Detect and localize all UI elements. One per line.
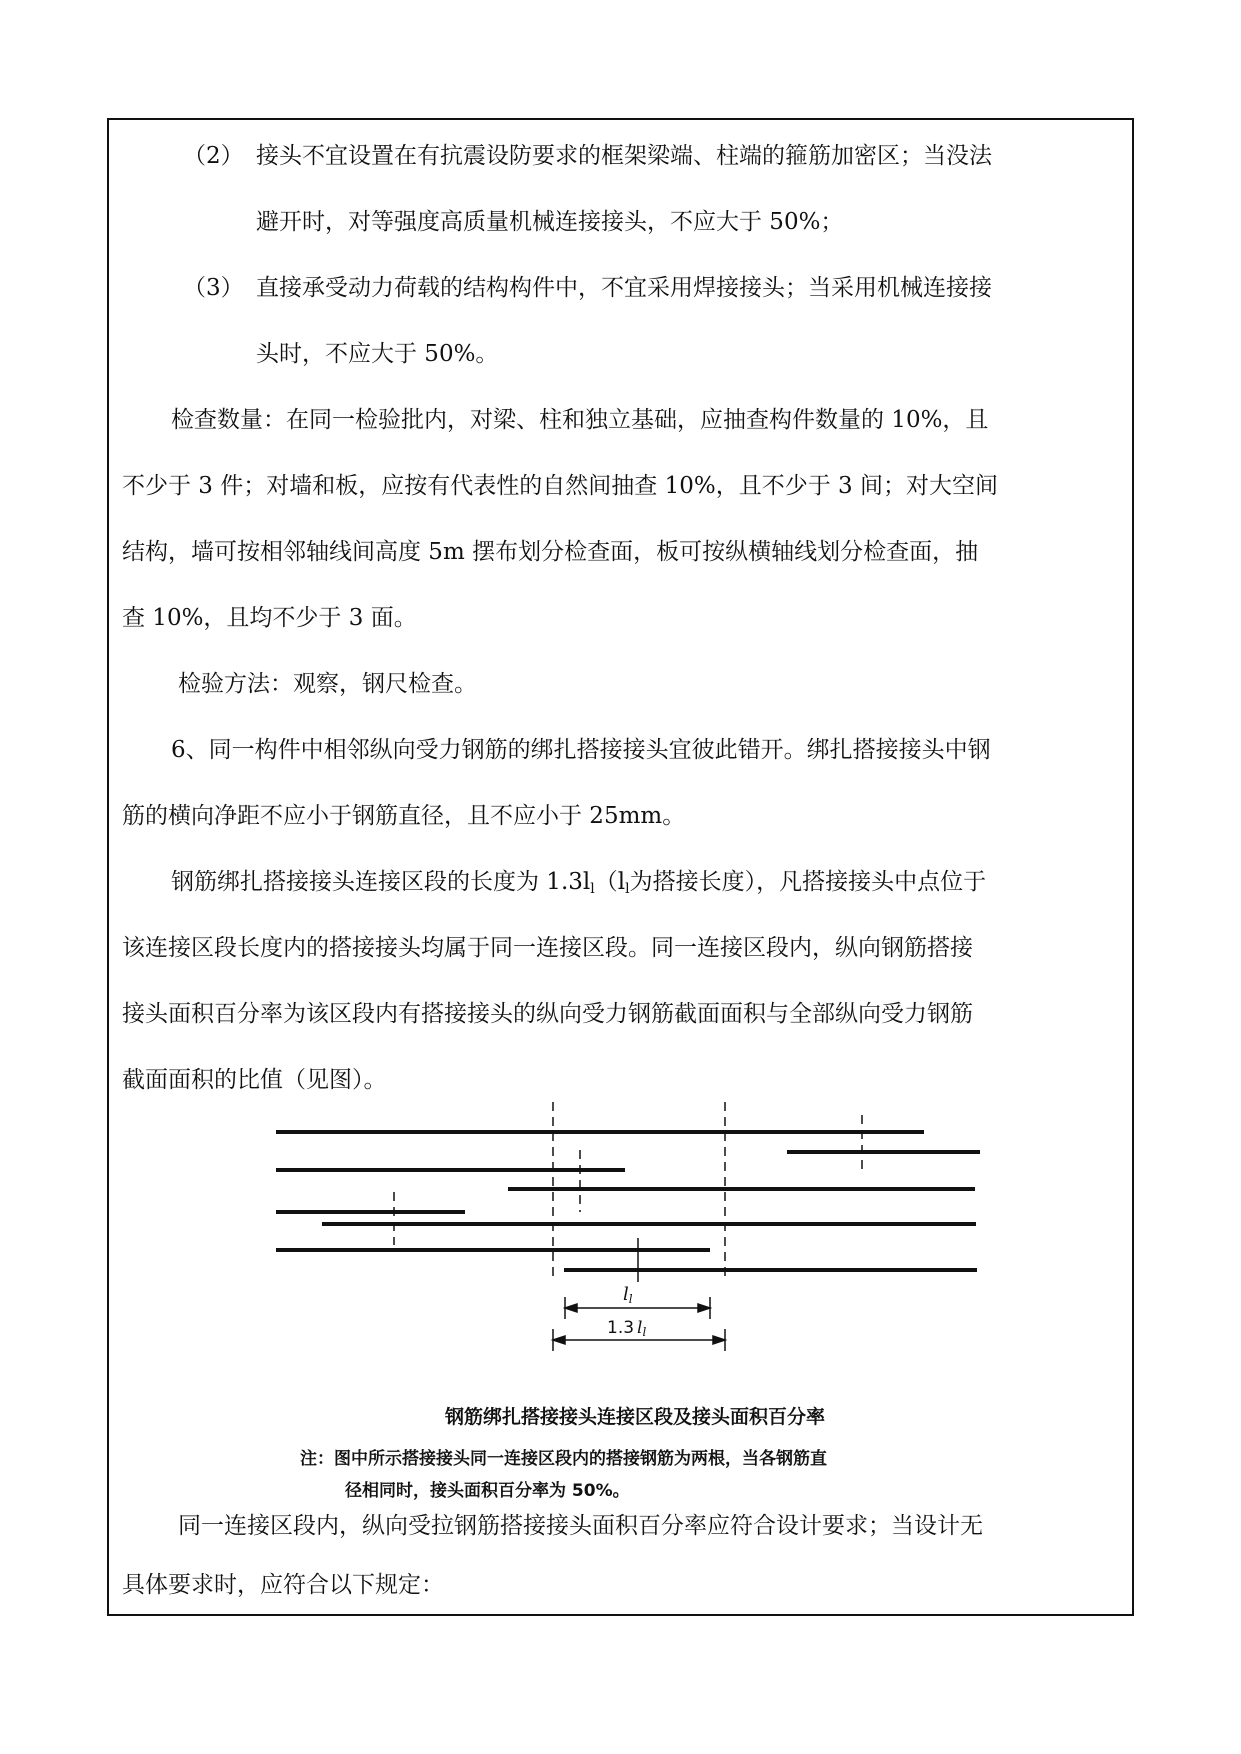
- rebar-lines: [276, 1132, 980, 1270]
- definition-subscript-1: l: [590, 881, 595, 897]
- item-3-line-2: 头时，不应大于 50%。: [256, 341, 499, 367]
- definition-subscript-2: l: [625, 881, 630, 897]
- figure-caption: 钢筋绑扎搭接接头连接区段及接头面积百分率: [445, 1406, 826, 1428]
- definition-line-4: 截面面积的比值（见图）。: [122, 1067, 387, 1093]
- inspection-qty-line-1: 检查数量：在同一检验批内，对梁、柱和独立基础，应抽查构件数量的 10%，且: [171, 407, 989, 433]
- item-3-line-1: 直接承受动力荷载的结构构件中，不宜采用焊接接头；当采用机械连接接: [256, 275, 992, 301]
- inspection-qty-line-4: 查 10%，且均不少于 3 面。: [122, 605, 417, 631]
- figure-note-line-1: 注：图中所示搭接接头同一连接区段内的搭接钢筋为两根，当各钢筋直: [300, 1449, 827, 1469]
- definition-text-c: 为搭接长度），凡搭接接头中点位于: [629, 869, 987, 895]
- clause-6-line-1: 6、同一构件中相邻纵向受力钢筋的绑扎搭接接头宜彼此错开。绑扎搭接接头中钢: [171, 737, 991, 763]
- lap-splice-figure: [270, 1090, 990, 1360]
- definition-line-2: 该连接区段长度内的搭接接头均属于同一连接区段。同一连接区段内，纵向钢筋搭接: [122, 935, 973, 961]
- dim-long-arrow-left: [553, 1336, 565, 1344]
- final-line-2: 具体要求时，应符合以下规定：: [122, 1572, 444, 1598]
- definition-line-3: 接头面积百分率为该区段内有搭接接头的纵向受力钢筋截面面积与全部纵向受力钢筋: [122, 1001, 973, 1027]
- final-line-1: 同一连接区段内，纵向受拉钢筋搭接接头面积百分率应符合设计要求；当设计无: [178, 1513, 983, 1539]
- inspection-qty-line-2: 不少于 3 件；对墙和板，应按有代表性的自然间抽查 10%，且不少于 3 间；对大空间: [122, 473, 998, 499]
- definition-text-a: 钢筋绑扎搭接接头连接区段的长度为 1.3l: [171, 869, 591, 895]
- definition-text-b: （l: [594, 869, 626, 895]
- definition-line-1: [171, 867, 986, 904]
- dim-long-label: 1.3 ll: [607, 1318, 647, 1339]
- item-2-line-2: 避开时，对等强度高质量机械连接接头，不应大于 50%；: [256, 209, 844, 235]
- item-2-number: （2）: [183, 143, 244, 169]
- clause-6-line-2: 筋的横向净距不应小于钢筋直径，且不应小于 25mm。: [122, 803, 686, 829]
- dim-short-arrow-left: [565, 1304, 577, 1312]
- dim-short-label: ll: [623, 1284, 633, 1306]
- inspection-method: 检验方法：观察，钢尺检查。: [178, 671, 477, 697]
- figure-note-line-2: 径相同时，接头面积百分率为 50%。: [345, 1481, 630, 1501]
- dim-short-arrow-right: [698, 1304, 710, 1312]
- item-2-line-1: 接头不宜设置在有抗震设防要求的框架梁端、柱端的箍筋加密区；当没法: [256, 143, 992, 169]
- dim-long-arrow-right: [713, 1336, 725, 1344]
- inspection-qty-line-3: 结构，墙可按相邻轴线间高度 5m 摆布划分检查面，板可按纵横轴线划分检查面，抽: [122, 539, 979, 565]
- item-3-number: （3）: [183, 275, 244, 301]
